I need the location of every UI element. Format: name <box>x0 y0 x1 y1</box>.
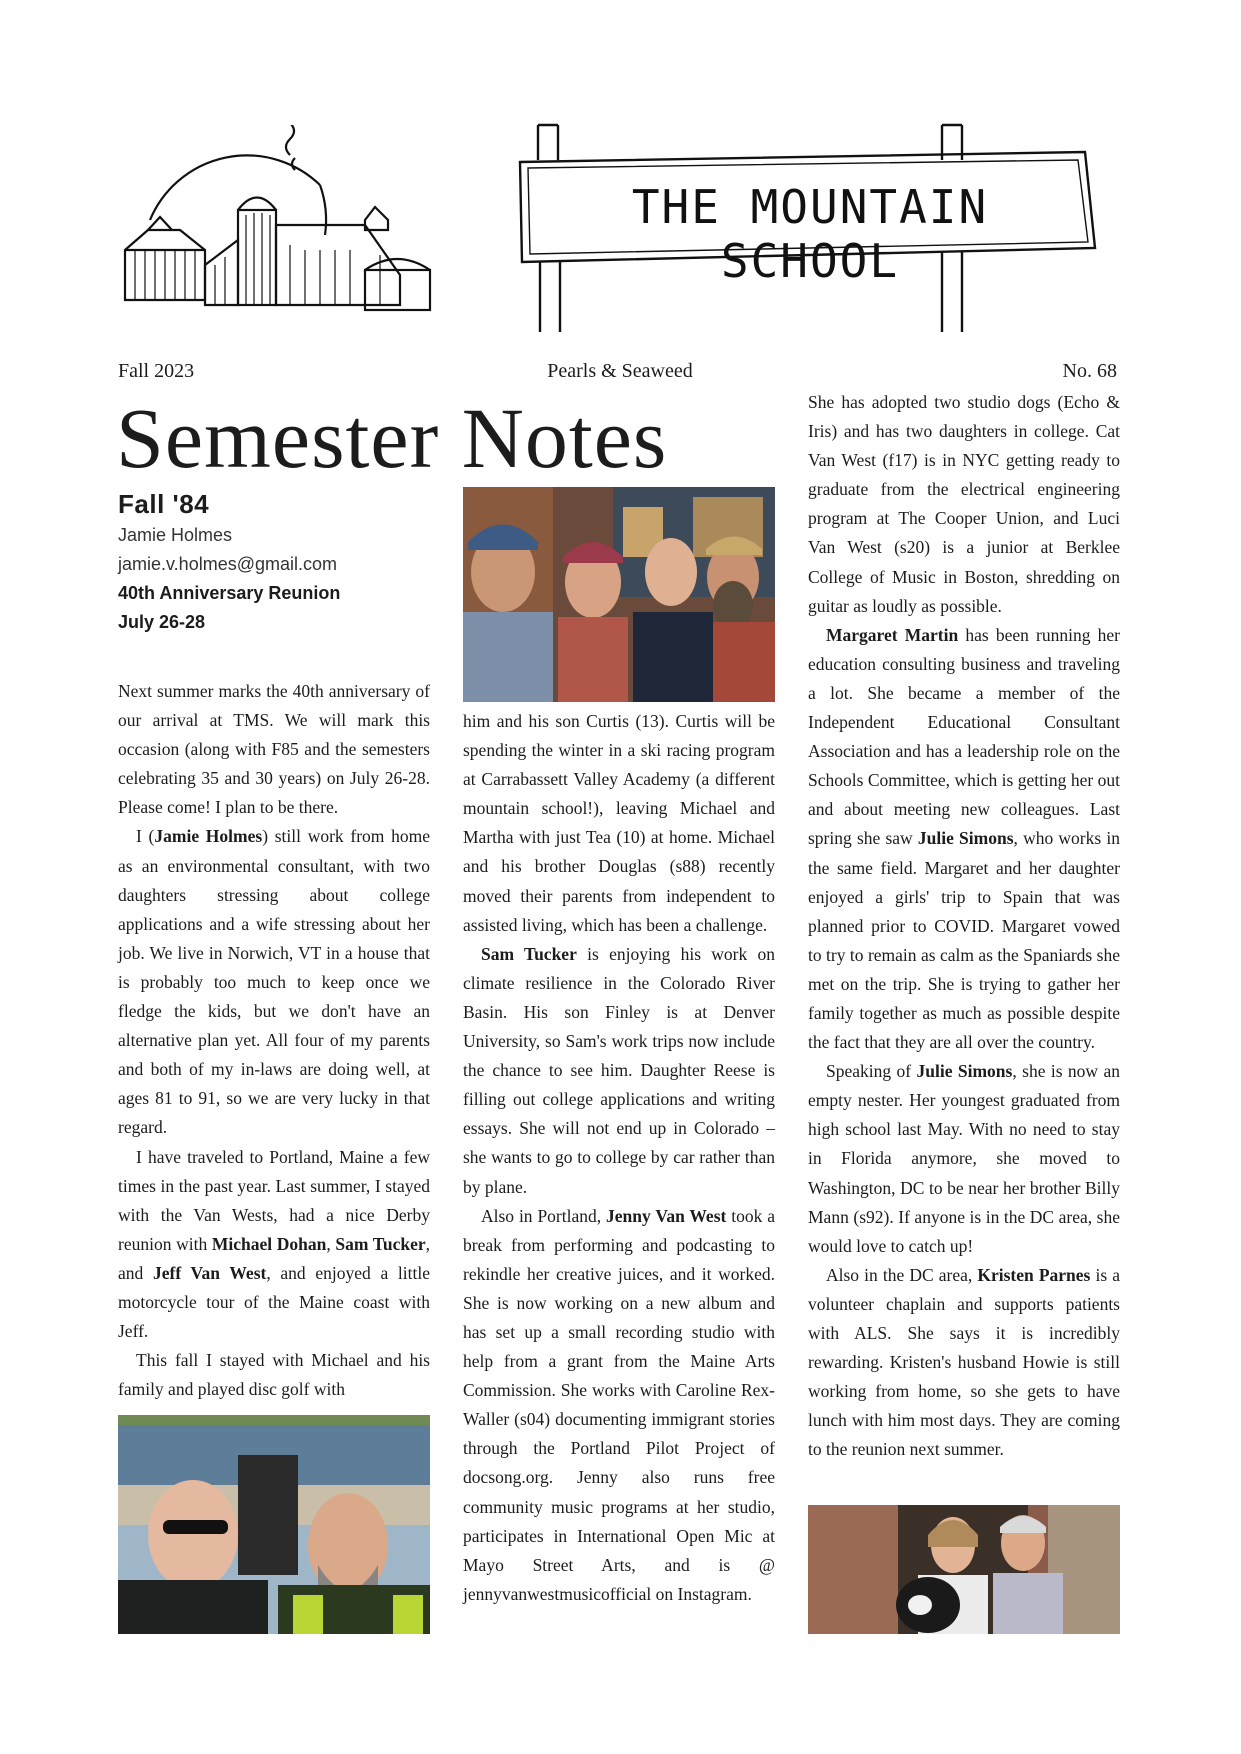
person-name: Jamie Holmes <box>154 826 263 847</box>
barn-illustration <box>120 125 485 335</box>
paragraph: Speaking of Julie Simons, she is now an empty nester. Her youngest graduated from high school last May. With no need to stay in Florida anymore, she moved to Washington, DC to be near her brother Billy Mann (s92). If anyone is in the DC area, she would love to catch up! <box>808 1061 1120 1256</box>
paragraph: I (Jamie Holmes) still work from home as an environmental consultant, with two daughters stressing about college applications and a wife stressing about her job. We live in Norwich, VT in a house that is probably too much to keep once we fledge the kids, but we don't have an alternative plan yet. All four of my parents and both of my in-laws are doing well, at ages 81 to 91, so we are very lucky in that regard. <box>118 826 431 1138</box>
class-year: Fall '84 <box>118 489 210 519</box>
column-2 <box>463 707 775 1609</box>
person-name: Jeff Van West <box>152 1262 267 1283</box>
correspondent-name: Jamie Holmes <box>118 525 233 545</box>
paragraph: Next summer marks the 40th anniversary of our arrival at TMS. We will mark this occasion (along with F85 and the semesters celebrating 35 and 30 years) on July 26-28. Please come! I plan to be there. <box>118 681 430 818</box>
person-name: Kristen Parnes <box>977 1264 1091 1285</box>
paragraph: Also in Portland, Jenny Van West took a break from performing and podcasting to rekindle her creative juices, and it worked. She is now working on a new album and has set up a small recording studio with help from a grant from the Maine Arts Commission. She works with Caroline Rex-Waller (s04) documenting immigrant stories through the Portland Pilot Project of docsong.org. Jenny also runs free community music programs at her studio, participates in International Open Mic at Mayo Street Arts, and is @ jennyvanwestmusicofficial on Instagram. <box>463 1205 775 1604</box>
person-name: Michael Dohan <box>211 1233 327 1254</box>
person-name: Sam Tucker <box>335 1233 426 1254</box>
issue-season: Fall 2023 <box>118 360 195 382</box>
person-name: Margaret Martin <box>826 624 959 645</box>
class-header <box>118 487 438 637</box>
paragraph: I have traveled to Portland, Maine a few times in the past year. Last summer, I stayed with the Van Wests, had a nice Derby reunion with Michael Dohan, Sam Tucker, and Jeff Van West, and enjoyed a little motorcycle tour of the Maine coast with Jeff. <box>118 1146 431 1342</box>
group-photo <box>463 487 775 702</box>
couple-with-dog-photo <box>808 1505 1120 1634</box>
person-name: Jenny Van West <box>606 1205 727 1226</box>
paragraph: Also in the DC area, Kristen Parnes is a volunteer chaplain and supports patients with ALS. She says it is incredibly rewarding. Kristen's husband Howie is still working from home, so she gets to have lunch with him most days. They are coming to the reunion next summer. <box>808 1264 1120 1460</box>
paragraph: Sam Tucker is enjoying his work on climate resilience in the Colorado River Basin. His son Finley is at Denver University, so Sam's work trips now include the chance to see him. Daughter Reese is filling out college applications and writing essays. She will not end up in Colorado – she wants to go to college by car rather than by plane. <box>463 943 776 1197</box>
person-name: Sam Tucker <box>481 943 577 964</box>
issue-number: No. 68 <box>1062 360 1117 382</box>
paragraph: She has adopted two studio dogs (Echo & Iris) and has two daughters in college. Cat Van West (f17) is in NYC getting ready to graduate from the electrical engineering program at The Cooper Union, and Luci Van West (s20) is a junior at Berklee College of Music in Boston, shredding on guitar as loudly as possible. <box>808 392 1120 616</box>
motorcycle-photo <box>118 1415 430 1634</box>
correspondent-email[interactable]: jamie.v.holmes@gmail.com <box>118 554 337 574</box>
paragraph: him and his son Curtis (13). Curtis will be spending the winter in a ski racing program at Carrabassett Valley Academy (a different mountain school!), leaving Michael and Martha with just Tea (10) at home. Michael and his brother Douglas (s88) recently moved their parents from independent to assisted living, which has been a challenge. <box>463 711 775 935</box>
reunion-title: 40th Anniversary Reunion <box>118 583 341 603</box>
paragraph: This fall I stayed with Michael and his family and played disc golf with <box>118 1350 430 1400</box>
person-name: Julie Simons <box>916 1061 1013 1082</box>
person-name: Julie Simons <box>917 828 1014 849</box>
sign-title: THE MOUNTAIN SCHOOL <box>631 180 989 288</box>
column-3 <box>808 388 1120 1464</box>
page-title: Semester Notes <box>116 390 668 486</box>
column-1 <box>118 677 430 1404</box>
reunion-dates: July 26-28 <box>118 612 206 632</box>
paragraph: Margaret Martin has been running her education consulting business and traveling a lot. She became a member of the Independent Educational Consultant Association and has a leadership role on the Schools Committee, which is getting her out and about meeting new colleagues. Last spring she saw Julie Simons, who works in the same field. Margaret and her daughter enjoyed a girls' trip to Spain that was planned prior to COVID. Margaret vowed to try to remain as calm as the Spaniards she met on the trip. She is trying to gather her family together as much as possible despite the fact that they are all over the country. <box>808 624 1120 1053</box>
publication-name: Pearls & Seaweed <box>547 360 693 382</box>
